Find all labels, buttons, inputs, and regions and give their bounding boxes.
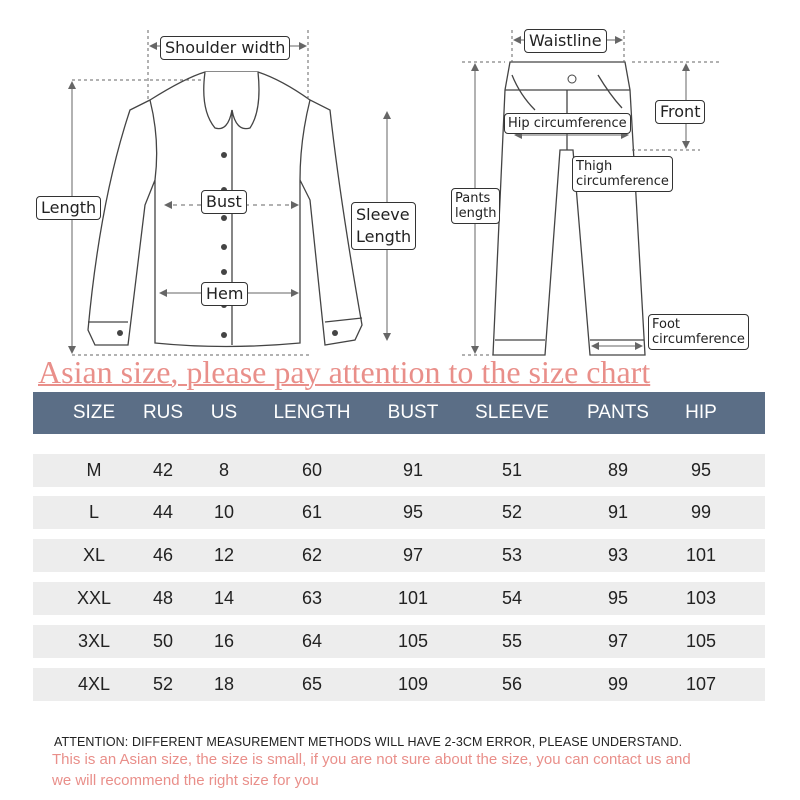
header-bust: BUST: [387, 402, 439, 423]
label-front: Front: [655, 100, 705, 124]
header-pants: PANTS: [587, 402, 649, 423]
table-row: [33, 625, 765, 658]
label-waistline: Waistline: [524, 29, 607, 53]
cell-hip: 99: [690, 502, 712, 522]
label-hip-circumference: Hip circumference: [504, 113, 631, 134]
cell-length: 62: [301, 545, 323, 565]
label-foot-circumference: [648, 314, 749, 350]
cell-us: 10: [213, 502, 235, 522]
label-sleeve-length: [351, 202, 416, 250]
asian-size-note-line2: we will recommend the right size for you: [52, 772, 319, 789]
cell-pants: 91: [607, 502, 629, 522]
cell-sleeve: 52: [501, 502, 523, 522]
cell-hip: 103: [685, 588, 717, 608]
cell-sleeve: 54: [501, 588, 523, 608]
cell-bust: 91: [402, 460, 424, 480]
cell-length: 60: [301, 460, 323, 480]
cell-us: 16: [213, 631, 235, 651]
cell-bust: 97: [402, 545, 424, 565]
cell-hip: 105: [685, 631, 717, 651]
cell-rus: 48: [152, 588, 174, 608]
asian-size-note-line1: This is an Asian size, the size is small, if you are not sure about the size, you can contact us and: [52, 751, 691, 768]
label-thigh-line1: Thigh: [576, 159, 613, 174]
cell-rus: 42: [152, 460, 174, 480]
label-pants-length: [451, 188, 500, 224]
size-headline: Asian size, please pay attention to the size chart: [38, 354, 651, 390]
cell-us: 12: [213, 545, 235, 565]
cell-bust: 105: [397, 631, 429, 651]
cell-pants: 89: [607, 460, 629, 480]
label-sleeve-line2: Length: [356, 227, 412, 246]
label-pants-line2: length: [455, 206, 497, 221]
label-hem: Hem: [201, 282, 248, 306]
label-foot-line2: circumference: [652, 332, 745, 347]
cell-size: M: [86, 460, 102, 480]
cell-pants: 97: [607, 631, 629, 651]
cell-rus: 52: [152, 674, 174, 694]
cell-length: 64: [301, 631, 323, 651]
label-thigh-circumference: [572, 156, 673, 192]
label-thigh-line2: circumference: [576, 174, 669, 189]
cell-pants: 95: [607, 588, 629, 608]
table-row: [33, 582, 765, 615]
cell-bust: 95: [402, 502, 424, 522]
header-size: SIZE: [72, 402, 116, 423]
header-hip: HIP: [685, 402, 717, 423]
cell-sleeve: 51: [501, 460, 523, 480]
cell-bust: 101: [397, 588, 429, 608]
header-length: LENGTH: [273, 402, 351, 423]
label-length: Length: [36, 196, 101, 220]
cell-size: XXL: [76, 588, 112, 608]
label-shoulder-width: Shoulder width: [160, 36, 290, 60]
table-row: [33, 668, 765, 701]
cell-hip: 101: [685, 545, 717, 565]
cell-hip: 107: [685, 674, 717, 694]
cell-bust: 109: [397, 674, 429, 694]
cell-rus: 44: [152, 502, 174, 522]
cell-pants: 99: [607, 674, 629, 694]
label-pants-line1: Pants: [455, 191, 491, 206]
pants-drawing: [493, 62, 645, 355]
cell-size: XL: [82, 545, 106, 565]
cell-rus: 46: [152, 545, 174, 565]
table-row: [33, 496, 765, 529]
cell-hip: 95: [690, 460, 712, 480]
cell-size: 4XL: [77, 674, 111, 694]
cell-sleeve: 53: [501, 545, 523, 565]
cell-length: 65: [301, 674, 323, 694]
label-sleeve-line1: Sleeve: [356, 205, 410, 224]
cell-sleeve: 55: [501, 631, 523, 651]
header-sleeve: SLEEVE: [475, 402, 549, 423]
label-bust: Bust: [201, 190, 247, 214]
table-row: [33, 454, 765, 487]
cell-size: L: [88, 502, 100, 522]
cell-length: 61: [301, 502, 323, 522]
cell-us: 8: [218, 460, 230, 480]
cell-length: 63: [301, 588, 323, 608]
cell-us: 18: [213, 674, 235, 694]
cell-size: 3XL: [77, 631, 111, 651]
cell-sleeve: 56: [501, 674, 523, 694]
header-us: US: [210, 402, 238, 423]
table-header: [33, 392, 765, 434]
table-row: [33, 539, 765, 572]
label-foot-line1: Foot: [652, 317, 681, 332]
garment-diagram: [0, 0, 800, 360]
garment-illustration: [0, 0, 800, 360]
cell-rus: 50: [152, 631, 174, 651]
cell-pants: 93: [607, 545, 629, 565]
header-rus: RUS: [142, 402, 184, 423]
attention-note: ATTENTION: DIFFERENT MEASUREMENT METHODS WILL HAVE 2-3CM ERROR, PLEASE UNDERSTAND.: [54, 735, 683, 749]
cell-us: 14: [213, 588, 235, 608]
